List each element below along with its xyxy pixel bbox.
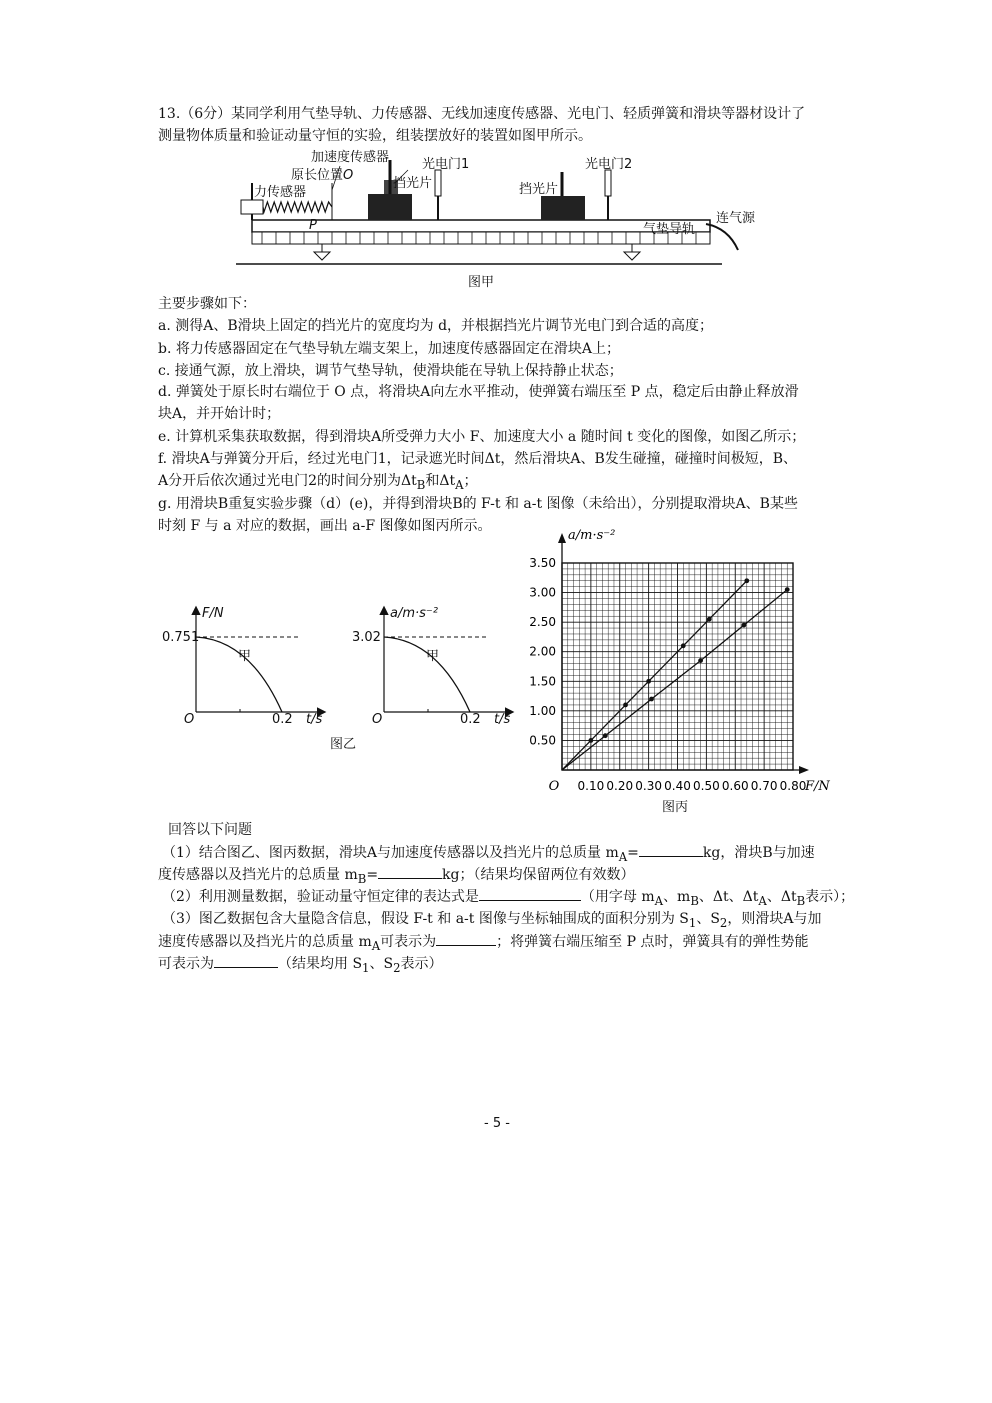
- x-tick-label: 0.80: [779, 779, 807, 793]
- step-g-2: 时刻 F 与 a 对应的数据，画出 a-F 图像如图丙所示。: [158, 518, 492, 534]
- series-1-point: [742, 623, 747, 628]
- step-f-1: f. 滑块A与弹簧分开后，经过光电门1，记录遮光时间Δt，然后滑块A、B发生碰撞，碰撞时间极短，B、: [158, 451, 798, 467]
- step-b: b. 将力传感器固定在气垫导轨左端支架上，加速度传感器固定在滑块A上；: [158, 341, 620, 357]
- series-0-point: [707, 617, 712, 622]
- step-f-2-end: ；: [463, 473, 478, 489]
- label-shutter-1: 挡光片: [393, 176, 433, 191]
- at-origin: O: [372, 712, 383, 727]
- label-rail: 气垫导轨: [643, 222, 696, 237]
- ft-x-value: 0.2: [272, 712, 293, 727]
- q3c-text: 可表示为: [158, 956, 214, 972]
- q1a-text: （1）结合图乙、图丙数据，滑块A与加速度传感器以及挡光片的总质量 m: [162, 845, 619, 861]
- answer-blank-ma[interactable]: [639, 842, 703, 857]
- step-a: a. 测得A、B滑块上固定的挡光片的宽度均为 d，并根据挡光片调节光电门到合适的高度；: [158, 318, 714, 334]
- q3c-s2: 2: [393, 960, 401, 975]
- label-force-sensor: 力传感器: [254, 185, 307, 200]
- y-tick-label: 1.00: [529, 703, 556, 718]
- ft-ylabel: F/N: [202, 606, 224, 621]
- series-0-point: [744, 578, 749, 583]
- y-tick-label: 1.50: [529, 674, 556, 689]
- q3a-text: （3）图乙数据包含大量隐含信息，假设 F-t 和 a-t 图像与坐标轴围成的面积分别为 S: [162, 911, 689, 927]
- label-air-source: 连气源: [716, 211, 756, 226]
- label-origin-letter: O: [343, 168, 354, 183]
- x-tick-label: 0.70: [750, 779, 778, 793]
- q2-tail7: 、Δt: [766, 889, 797, 905]
- q2-sub-b: B: [690, 893, 699, 908]
- answers-heading: 回答以下问题: [168, 822, 252, 838]
- x-tick-label: 0.60: [721, 779, 749, 793]
- question-line-1: 13.（6分）某同学利用气垫导轨、力传感器、无线加速度传感器、光电门、轻质弹簧和滑块等器材设计了: [158, 106, 806, 122]
- y-tick-label: 2.50: [529, 615, 556, 630]
- q1b-text: 度传感器以及挡光片的总质量 m: [158, 867, 358, 883]
- answer-q3-line1: [162, 909, 821, 933]
- x-tick-label: 0.20: [606, 779, 634, 793]
- caption-jia: 图甲: [468, 275, 495, 290]
- x-tick-label: 0.40: [664, 779, 691, 793]
- q3b-sub: A: [371, 938, 381, 953]
- ft-xlabel: t/s: [306, 712, 323, 727]
- label-gate-2: 光电门2: [585, 157, 633, 172]
- label-shutter-2: 挡光片: [519, 182, 559, 197]
- series-0-point: [588, 738, 593, 743]
- step-d-1: d. 弹簧处于原长时右端位于 O 点，将滑块A向左水平推动，使弹簧右端压至 P 点，稳定后由静止释放滑: [158, 384, 799, 400]
- q2-sub-b2: B: [796, 893, 806, 908]
- origin-label: O: [548, 779, 560, 794]
- caption-bing: 图丙: [662, 800, 689, 815]
- y-tick-label: 0.50: [529, 733, 556, 748]
- q2-tail: （用字母 m: [580, 889, 655, 905]
- x-axis-arrow: [799, 766, 809, 774]
- q3b-mid: 可表示为: [380, 934, 437, 950]
- answer-blank-expression[interactable]: [479, 886, 581, 901]
- step-g-1: g. 用滑块B重复实验步骤（d）(e)，并得到滑块B的 F-t 和 a-t 图像（未给出），分别提取滑块A、B某些: [158, 496, 798, 512]
- q1b-sub: B: [357, 871, 367, 886]
- series-1-point: [649, 697, 654, 702]
- at-ylabel: a/m·s⁻²: [390, 606, 438, 621]
- ft-y-value: 0.751: [162, 630, 200, 645]
- q1a-sub: A: [618, 849, 628, 864]
- q3c-end: （结果均用 S: [278, 956, 363, 972]
- step-d-2: 块A，并开始计时；: [158, 406, 281, 422]
- y-axis-arrow: [558, 533, 566, 543]
- q3b-text: 速度传感器以及挡光片的总质量 m: [158, 934, 372, 950]
- at-xlabel: t/s: [494, 712, 511, 727]
- x-tick-label: 0.10: [577, 779, 605, 793]
- q3a-mid: 、S: [696, 911, 720, 927]
- at-curve-label: 甲: [426, 649, 440, 664]
- y-tick-label: 3.50: [529, 556, 556, 570]
- q2-text: （2）利用测量数据，验证动量守恒定律的表达式是: [162, 889, 479, 905]
- label-origin-pos-text: 原长位置: [291, 168, 344, 183]
- answer-q3-line3: [158, 953, 442, 978]
- answer-blank-ma-expr[interactable]: [436, 931, 496, 946]
- q3a-s2: 2: [719, 915, 728, 930]
- label-gate-1: 光电门1: [422, 157, 470, 172]
- q2-tail3: 、m: [663, 889, 691, 905]
- series-1-point: [698, 658, 703, 663]
- series-0-point: [681, 643, 686, 648]
- at-y-value: 3.02: [352, 630, 381, 645]
- q3b-end: ；将弹簧右端压缩至 P 点时，弹簧具有的弹性势能: [496, 934, 809, 950]
- ft-origin: O: [184, 712, 195, 727]
- q3a-s1: 1: [688, 915, 697, 930]
- q1b-eq: =: [366, 867, 379, 883]
- q2-sub-a: A: [654, 893, 664, 908]
- q3a-end: ，则滑块A与加: [727, 911, 822, 927]
- q3c-s1: 1: [362, 960, 370, 975]
- q1b-unit: kg；（结果均保留两位有效数）: [442, 867, 635, 883]
- q2-tail5: 、Δt、Δt: [698, 889, 759, 905]
- step-c: c. 接通气源，放上滑块，调节气垫导轨，使滑块能在导轨上保持静止状态；: [158, 363, 623, 379]
- page-number: - 5 -: [484, 1116, 510, 1131]
- answer-blank-mb[interactable]: [378, 864, 442, 879]
- question-line-2: 测量物体质量和验证动量守恒的实验，组装摆放好的装置如图甲所示。: [158, 128, 592, 144]
- steps-heading: 主要步骤如下：: [158, 296, 256, 312]
- at-x-value: 0.2: [460, 712, 481, 727]
- answer-q2: [162, 886, 854, 911]
- q2-sub-a2: A: [758, 893, 767, 908]
- label-accel-sensor: 加速度传感器: [311, 150, 390, 165]
- step-f-2-sub-a: A: [455, 477, 464, 492]
- caption-yi: 图乙: [330, 737, 357, 752]
- label-p: P: [309, 218, 317, 233]
- x-tick-label: 0.50: [693, 779, 720, 793]
- step-e: e. 计算机采集获取数据，得到滑块A所受弹力大小 F、加速度大小 a 随时间 t 变化的图像，如图乙所示；: [158, 429, 806, 445]
- x-tick-label: 0.30: [635, 779, 662, 793]
- step-f-2-sub-b: B: [416, 477, 426, 492]
- series-0-point: [623, 703, 628, 708]
- answer-blank-ep[interactable]: [214, 953, 278, 968]
- ft-curve-label: 甲: [238, 649, 252, 664]
- step-f-2-mid: 和Δt: [425, 473, 456, 489]
- q3c-tail: 表示）: [400, 956, 443, 972]
- series-1-point: [603, 733, 608, 738]
- step-f-2-a: A分开后依次通过光电门2的时间分别为Δt: [158, 473, 417, 489]
- y-tick-label: 3.00: [529, 585, 556, 600]
- q1a-eq: =: [627, 845, 639, 861]
- q3c-mid: 、S: [369, 956, 394, 972]
- q2-tail9: 表示）；: [805, 889, 855, 905]
- q1a-unit: kg，滑块B与加速: [702, 845, 815, 861]
- x-axis-label: F/N: [805, 779, 830, 794]
- y-axis-label: a/m·s⁻²: [568, 528, 616, 543]
- series-0-point: [646, 679, 651, 684]
- y-tick-label: 2.00: [529, 644, 556, 659]
- series-1-point: [785, 587, 790, 592]
